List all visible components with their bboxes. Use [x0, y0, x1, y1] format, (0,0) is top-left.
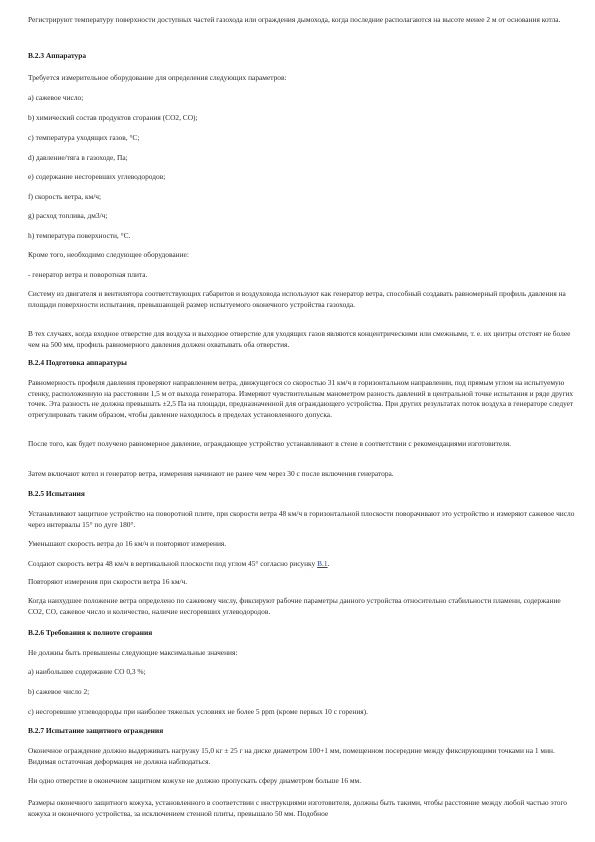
- vertical-wind-text: Создают скорость ветра 48 км/ч в вертикальной плоскости под углом 45° согласно рисунку: [28, 559, 318, 568]
- paragraph-worst-position: Когда наихудшее положение ветра определено по сажевому числу, фиксируют рабочие параметры данного устройства относительно стабильности пламени, содержание CO2, CO, сажевое число и количество, наличие несгоревших углеводородов.: [28, 596, 561, 616]
- list-item-c: c) температура уходящих газов, °C;: [28, 133, 140, 142]
- section-heading-b-2-4: B.2.4 Подготовка аппаратуры: [28, 358, 127, 367]
- paragraph-sphere-test: Ни одно отверстие в оконечном защитном кожухе не должно пропускать сферу диаметром больше 16 мм.: [28, 776, 362, 785]
- vertical-wind-text-end: .: [327, 559, 330, 568]
- paragraph-rotate-device: Устанавливают защитное устройство на поворотной плите, при скорости ветра 48 км/ч в горизонтальной плоскости поворачивают это устройство и измеряют сажевое число через интервалы 15° по дуге 180°.: [28, 509, 575, 529]
- paragraph-repeat-16: Повторяют измерения при скорости ветра 16 км/ч.: [28, 577, 188, 586]
- list-item-f: f) скорость ветра, км/ч;: [28, 192, 102, 201]
- list-item-g: g) расход топлива, дм3/ч;: [28, 211, 108, 220]
- list-item-soot: b) сажевое число 2;: [28, 687, 90, 696]
- list-item-d: d) давление/тяга в газоходе, Па;: [28, 153, 128, 162]
- list-item-hydrocarbons: c) несгоревшие углеводороды при наиболее тяжелых условиях не более 5 ppm (кроме первых 10 с горения).: [28, 707, 368, 716]
- section-heading-b-2-5: B.2.5 Испытания: [28, 489, 85, 498]
- list-item-b: b) химический состав продуктов сгорания (CO2, CO);: [28, 113, 198, 122]
- list-item-wind-generator: - генератор ветра и поворотная плита.: [28, 270, 148, 279]
- section-heading-b-2-6: B.2.6 Требования к полноте сгорания: [28, 628, 153, 637]
- paragraph-load-test: Оконечное ограждение должно выдерживать нагрузку 15,0 кг ± 25 г на диске диаметром 100+1 мм, помещенном посередине между фиксирующими точками на 1 мин. Видимая остаточная деформация не должна наблюдаться.: [28, 746, 555, 766]
- figure-b1-link[interactable]: B.1: [317, 559, 328, 568]
- list-item-h: h) температура поверхности, °C.: [28, 231, 131, 240]
- paragraph-additional-equipment: Кроме того, необходимо следующее оборудование:: [28, 250, 189, 259]
- section-heading-b-2-7: B.2.7 Испытание защитного ограждения: [28, 726, 164, 735]
- paragraph-equipment-intro: Требуется измерительное оборудование для определения следующих параметров:: [28, 73, 287, 82]
- paragraph-reduce-wind: Уменьшают скорость ветра до 16 км/ч и повторяют измерения.: [28, 539, 227, 548]
- paragraph-wind-generator-system: Систему из двигателя и вентилятора соответствующих габаритов и воздуховода используют как генератор ветра, способный создавать равномерный профиль давления на площади поверхности испытания, превышающей размер испытуемого оконечного устройства газохода.: [28, 289, 566, 309]
- section-heading-b-2-3: B.2.3 Аппаратура: [28, 51, 87, 60]
- paragraph-vertical-wind: [28, 559, 576, 570]
- paragraph-max-values: Не должны быть превышены следующие максимальные значения:: [28, 648, 238, 657]
- paragraph-concentric-openings: В тех случаях, когда входное отверстие для воздуха и выходное отверстие для уходящих газов являются концентрическими или смежными, т. е. их центры отстоят не более чем на 500 мм, профиль равномерного давления должен охватывать оба отверстия.: [28, 329, 571, 349]
- paragraph-surface-temperature: Регистрируют температуру поверхности доступных частей газохода или ограждения дымохода, когда последние располагаются на высоте менее 2 м от основания котла.: [28, 15, 561, 24]
- list-item-e: e) содержание несгоревших углеводородов;: [28, 172, 166, 181]
- list-item-a: а) сажевое число;: [28, 93, 84, 102]
- paragraph-guard-dimensions: Размеры оконечного защитного кожуха, установленного в соответствии с инструкциями изготовителя, должны быть такими, чтобы расстояние между любой частью этого кожуха и оконечного устройства, за исключением стенной плиты, превышало 50 мм. Подобное: [28, 798, 567, 818]
- paragraph-install-guard: После того, как будет получено равномерное давление, ограждающее устройство устанавливают в стене в соответствии с рекомендациями изготовителя.: [28, 439, 512, 448]
- paragraph-start-measurements: Затем включают котел и генератор ветра, измерения начинают не ранее чем через 30 с после включения генератора.: [28, 469, 394, 478]
- paragraph-pressure-profile: Равномерность профиля давления проверяют направлением ветра, движущегося со скоростью 31 км/ч в горизонтальном направлении, под прямым углом на испытуемую стенку, расположенную на расстоянии 1,5 м от выхода генератора. Измеряют чувствительным манометром разность давлений в центральной точке испытания и ряде других точек. Эта разность не должна превышать ±2,5 Па на площади, предназначенной для ограждающего устройства. При других результатах поток воздуха в генераторе следует отрегулировать таким образом, чтобы давление находилось в пределах установленного допуска.: [28, 378, 574, 419]
- list-item-co: а) наибольшее содержание CO 0,3 %;: [28, 667, 146, 676]
